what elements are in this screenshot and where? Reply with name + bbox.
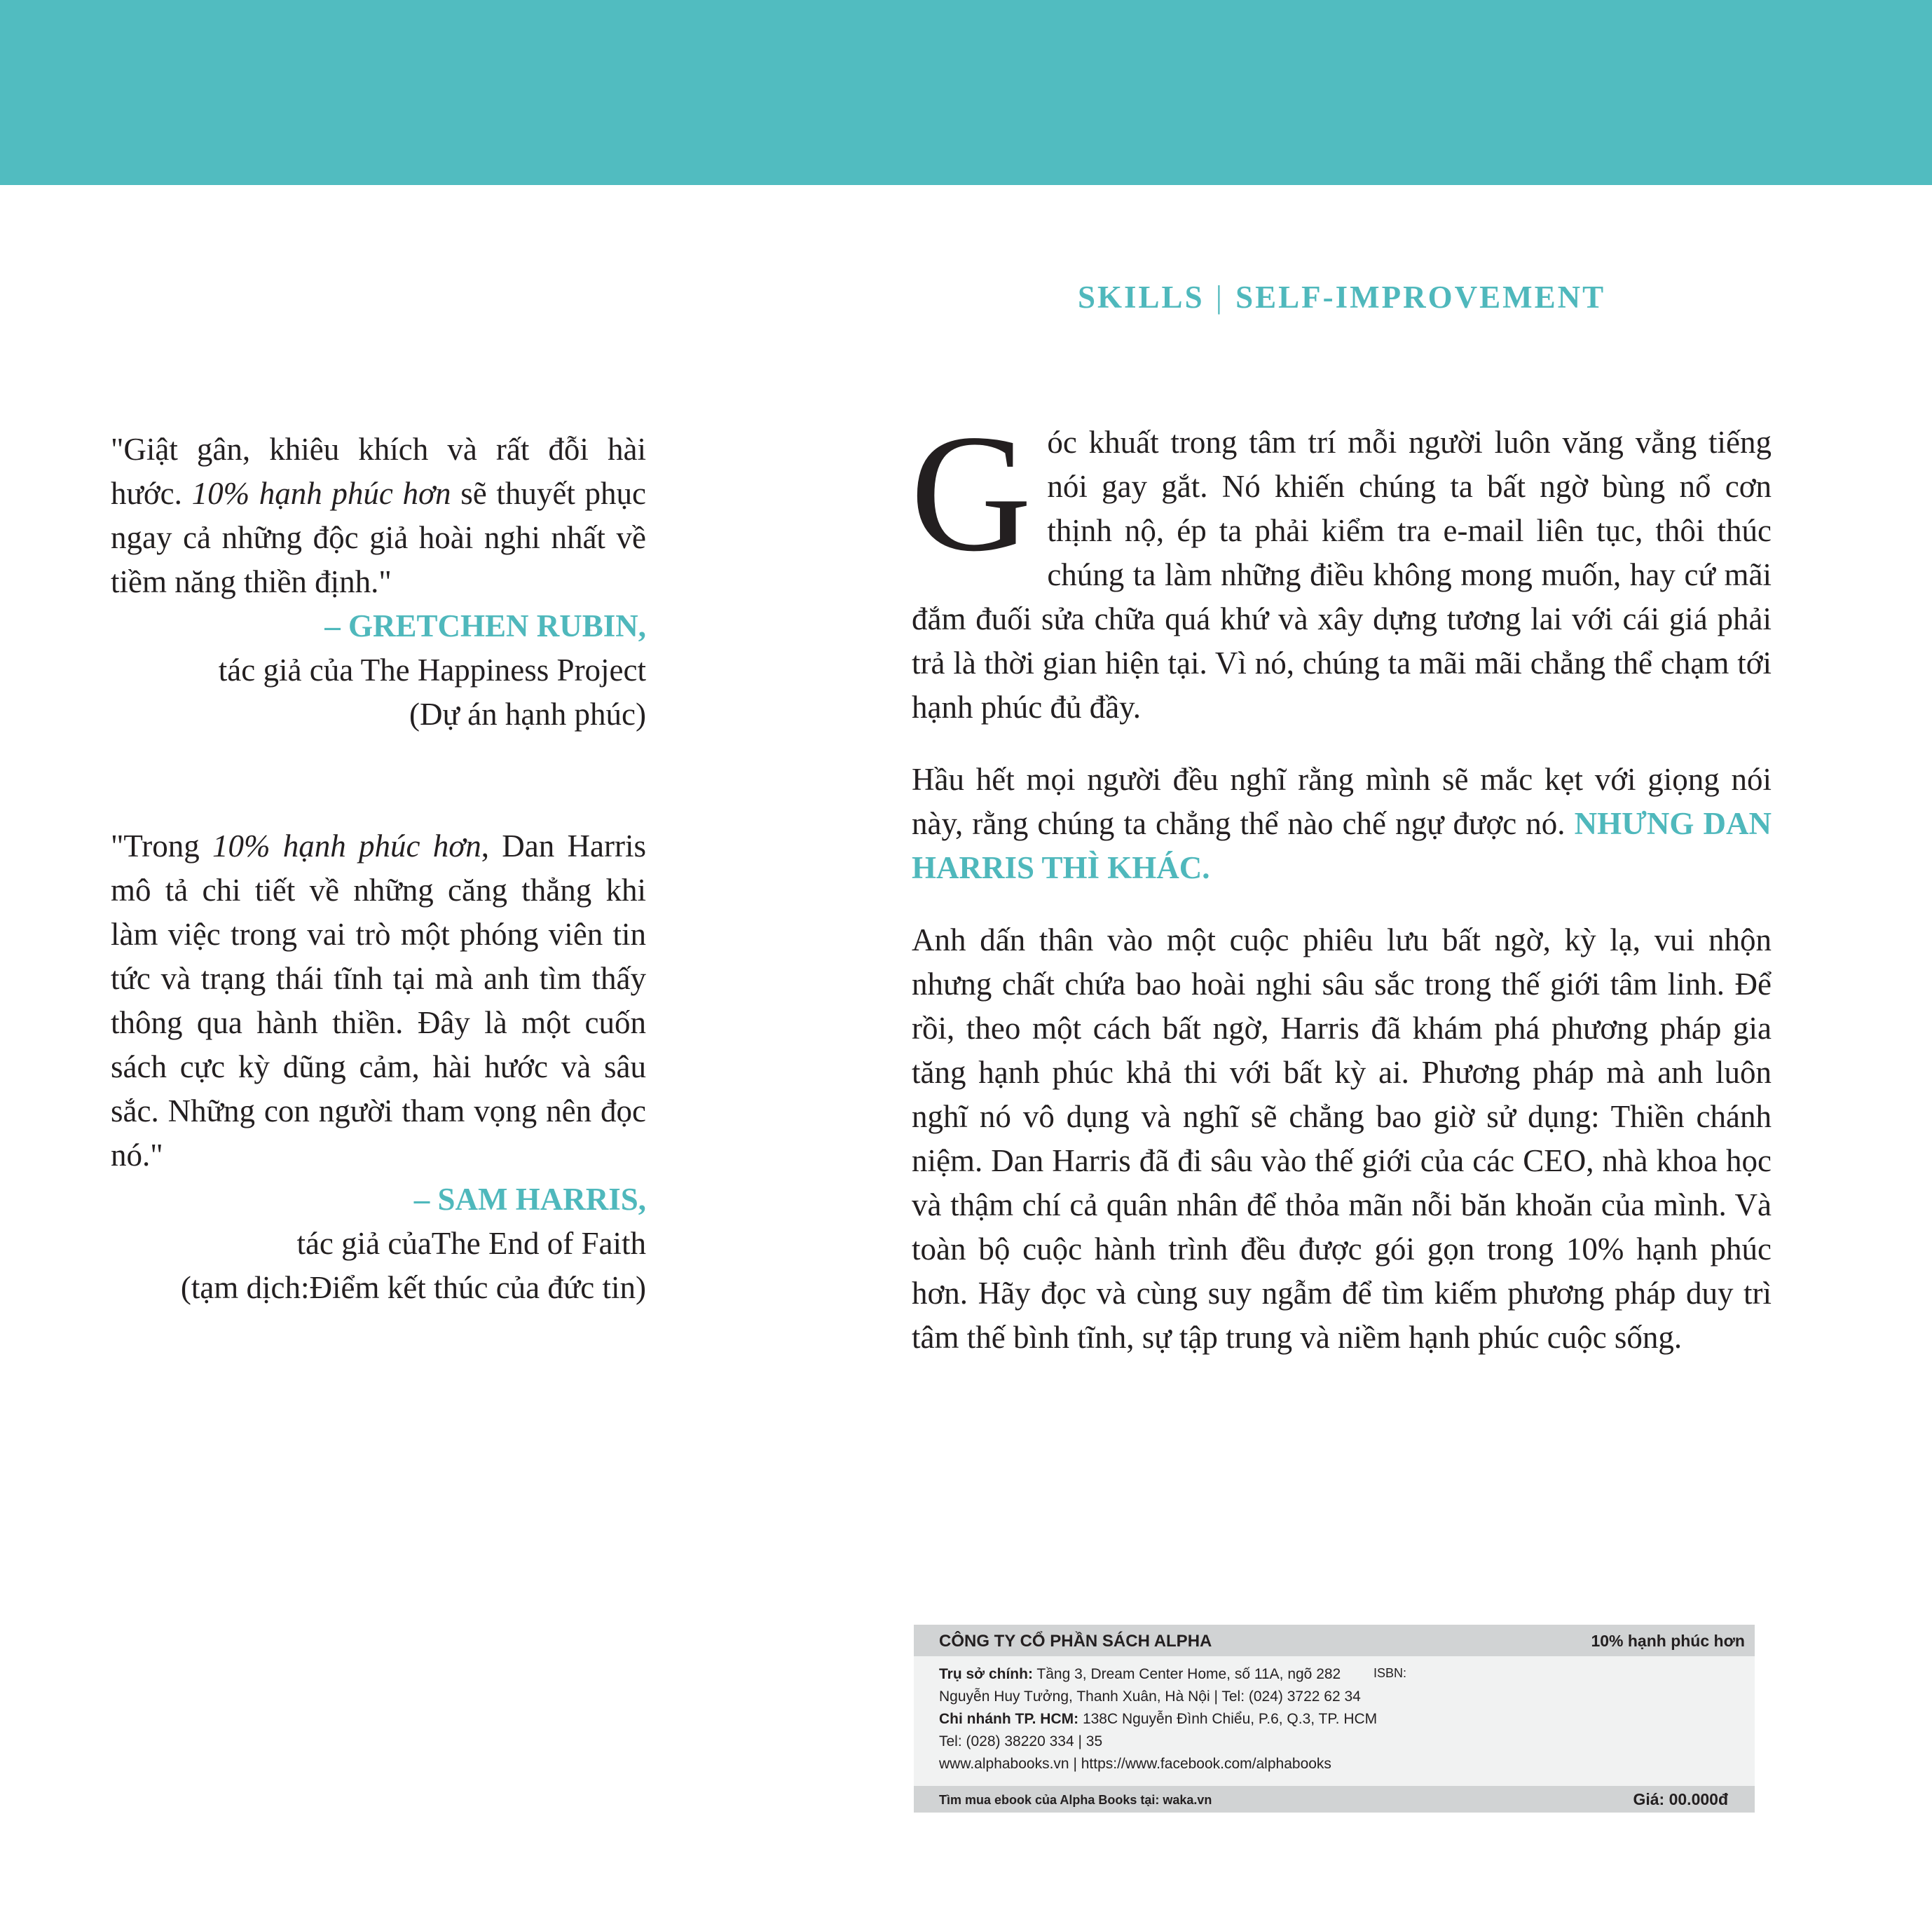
top-color-band: [0, 0, 1932, 185]
colophon-header: [914, 1625, 1755, 1656]
quote-book-title: 10% hạnh phúc hơn: [191, 476, 451, 511]
quote-book-title: 10% hạnh phúc hơn: [212, 828, 481, 864]
quote-author-credit: tác giả của The Happiness Project: [218, 653, 646, 688]
hq-label: Trụ sở chính:: [939, 1666, 1033, 1682]
quote-text-start: "Giật gân, khiêu khích và rất đỗi hài hước.: [111, 432, 646, 511]
publisher-address: [939, 1663, 1377, 1775]
description-paragraph-2: [912, 758, 1772, 890]
paragraph-2-text: Hầu hết mọi người đều nghĩ rằng mình sẽ mắc kẹt với giọng nói này, rằng chúng ta chẳng thể nào chế ngự được nó.: [912, 762, 1772, 841]
quote-text-end: , Dan Harris mô tả chi tiết về những căng thẳng khi làm việc trong vai trò một phóng viên tin tức và trạng thái tĩnh tại mà anh tìm thấy thông qua hành thiền. Đây là một cuốn sách cực kỳ dũng cảm, hài hước và sâu sắc. Những con người tham vọng nên đọc nó.": [111, 828, 646, 1173]
colophon-footer: [914, 1786, 1755, 1813]
quote-gretchen-rubin: [111, 428, 646, 737]
quote-author-credit-translation: (Dự án hạnh phúc): [409, 697, 646, 732]
quote-author-credit-translation: (tạm dịch:Điểm kết thúc của đức tin): [180, 1270, 646, 1305]
quote-text-end: sẽ thuyết phục ngay cả những độc giả hoài nghi nhất về tiềm năng thiền định.": [111, 476, 646, 599]
hq-address: Tầng 3, Dream Center Home, số 11A, ngõ 282: [1032, 1666, 1341, 1682]
category-separator: |: [1215, 280, 1224, 315]
branch-line-2: Tel: (028) 38220 334 | 35: [939, 1733, 1103, 1749]
ebook-note: Tìm mua ebook của Alpha Books tại: waka.vn: [939, 1793, 1212, 1807]
paragraph-2-highlight: NHƯNG DAN HARRIS THÌ KHÁC.: [912, 806, 1772, 885]
quote-sam-harris: [111, 824, 646, 1310]
description-paragraph-3: Anh dấn thân vào một cuộc phiêu lưu bất ngờ, kỳ lạ, vui nhộn nhưng chất chứa bao hoài nghi sâu sắc trong thế giới tâm linh. Để rồi, theo một cách bất ngờ, Harris đã khám phá phương pháp gia tăng hạnh phúc khả thi với bất kỳ ai. Phương pháp mà anh luôn nghĩ nó vô dụng và nghĩ sẽ chẳng bao giờ sử dụng: Thiền chánh niệm. Dan Harris đã đi sâu vào thế giới của các CEO, nhà khoa học và thậm chí cả quân nhân để thỏa mãn nỗi băn khoăn của mình. Và toàn bộ cuộc hành trình đều được gói gọn trong 10% hạnh phúc hơn. Hãy đọc và cùng suy ngẫm để tìm kiếm phương pháp duy trì tâm thế bình tĩnh, sự tập trung và niềm hạnh phúc cuộc sống.: [912, 922, 1772, 1355]
quote-author: – GRETCHEN RUBIN,: [324, 608, 646, 643]
quote-author: – SAM HARRIS,: [413, 1182, 646, 1217]
drop-cap: G: [910, 400, 1032, 586]
hq-line-2: Nguyễn Huy Tưởng, Thanh Xuân, Hà Nội | Tel: (024) 3722 62 34: [939, 1688, 1361, 1705]
quote-text-start: "Trong: [111, 828, 213, 864]
category-self-improvement: SELF-IMPROVEMENT: [1235, 280, 1606, 315]
hq-line-1: [939, 1663, 1377, 1686]
category-label: [1078, 279, 1605, 315]
price-label: Giá: 00.000đ: [1633, 1790, 1728, 1808]
publisher-name: CÔNG TY CỔ PHẦN SÁCH ALPHA: [939, 1632, 1212, 1651]
publisher-web: www.alphabooks.vn | https://www.facebook.com/alphabooks: [939, 1756, 1331, 1772]
branch-address: 138C Nguyễn Đình Chiểu, P.6, Q.3, TP. HCM: [1078, 1711, 1378, 1727]
quote-author-credit: tác giả củaThe End of Faith: [296, 1226, 646, 1261]
book-description: [910, 400, 1772, 1388]
branch-label: Chi nhánh TP. HCM:: [939, 1711, 1079, 1727]
publisher-colophon: [914, 1625, 1755, 1813]
colophon-details: [914, 1656, 1755, 1786]
branch-line-1: [939, 1708, 1377, 1731]
isbn-label: ISBN:: [1373, 1666, 1407, 1680]
colophon-book-title: 10% hạnh phúc hơn: [1591, 1632, 1745, 1650]
description-paragraph-1: [910, 400, 1772, 730]
quote-text: [111, 428, 646, 604]
category-skills: SKILLS: [1078, 280, 1205, 315]
quote-text: [111, 824, 646, 1178]
paragraph-1-text: óc khuất trong tâm trí mỗi người luôn văng vẳng tiếng nói gay gắt. Nó khiến chúng ta bất ngờ bùng nổ cơn thịnh nộ, ép ta phải kiểm tra e-mail liên tục, thôi thúc chúng ta làm những điều không mong muốn, hay cứ mãi đắm đuối sửa chữa quá khứ và xây dựng tương lai với cái giá phải trả là thời gian hiện tại. Vì nó, chúng ta mãi mãi chẳng thể chạm tới hạnh phúc đủ đầy.: [912, 425, 1772, 725]
